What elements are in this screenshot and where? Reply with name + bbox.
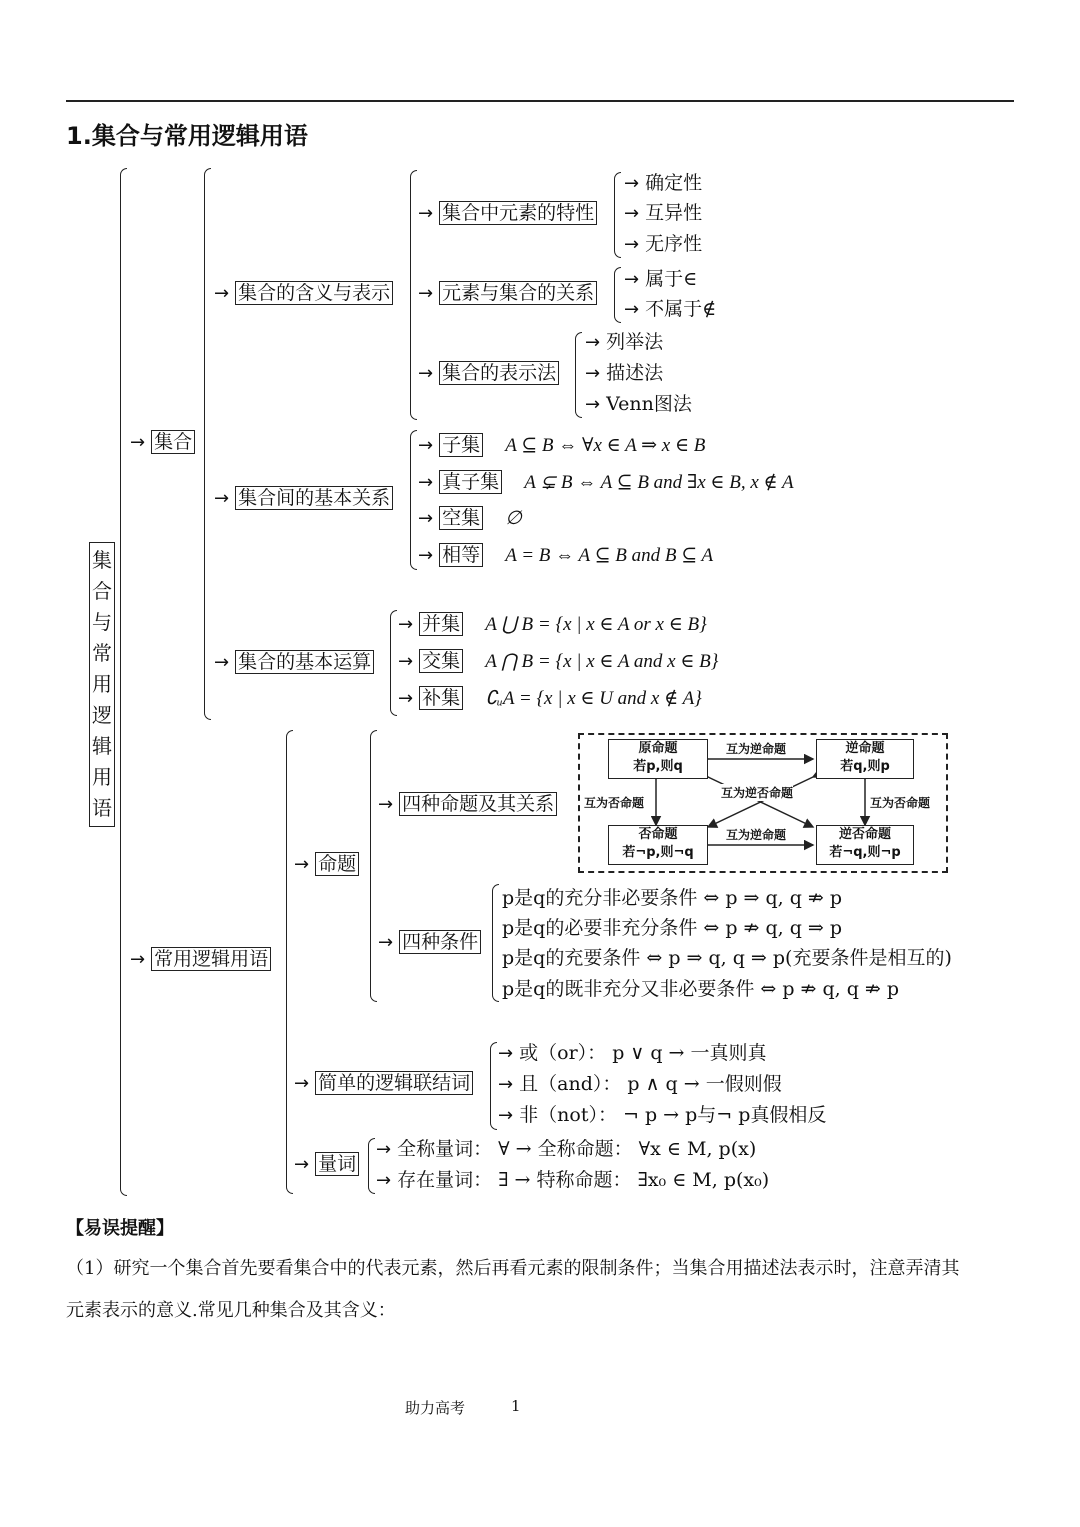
operations-node: → 集合的基本运算 bbox=[214, 650, 374, 675]
elem-relation-brace bbox=[614, 267, 621, 323]
repr-item: → 描述法 bbox=[585, 362, 664, 384]
repr-label: 集合的表示法 bbox=[439, 361, 559, 385]
elem-relation-node: → 元素与集合的关系 bbox=[418, 281, 597, 306]
prop-item: → 确定性 bbox=[624, 172, 703, 194]
quantifiers-node: → 量词 bbox=[294, 1152, 359, 1177]
cond-item: p是q的充分非必要条件 ⇔ p ⇒ q, q ⇏ p bbox=[502, 887, 843, 909]
four-props-label: 四种命题及其关系 bbox=[399, 792, 557, 816]
meaning-brace bbox=[410, 170, 417, 420]
tips-paragraph-line: （1）研究一个集合首先要看集合中的代表元素，然后再看元素的限制条件；当集合用描述法表示时，注意弄清其 bbox=[66, 1258, 960, 1279]
relation-row: → 空集 ∅ bbox=[418, 507, 522, 529]
proposition-brace bbox=[370, 730, 377, 1002]
converse-prop-box: 逆命题 若q,则p bbox=[816, 739, 914, 779]
rel-inverse-label: 互为否命题 bbox=[584, 796, 645, 810]
connective-item: → 或（or）： p ∨ q → 一真则真 bbox=[498, 1042, 767, 1064]
rel-contra-label: 互为逆否命题 bbox=[721, 786, 794, 800]
four-conds-node: → 四种条件 bbox=[378, 930, 481, 955]
set-label: 集合 bbox=[151, 430, 195, 454]
repr-item: → Venn图法 bbox=[585, 393, 692, 415]
quantifiers-label: 量词 bbox=[315, 1152, 359, 1176]
cond-item: p是q的既非充分又非必要条件 ⇔ p ⇏ q, q ⇏ p bbox=[502, 978, 900, 1000]
four-conds-label: 四种条件 bbox=[399, 930, 481, 954]
connectives-node: → 简单的逻辑联结词 bbox=[294, 1071, 473, 1096]
operations-label: 集合的基本运算 bbox=[235, 650, 374, 674]
elem-relation-label: 元素与集合的关系 bbox=[439, 281, 597, 305]
operation-row: → 并集 A ⋃ B = {x | x ∈ A or x ∈ B} bbox=[398, 613, 707, 635]
logic-node: → 常用逻辑用语 bbox=[130, 947, 271, 972]
header-rule bbox=[66, 100, 1014, 102]
connective-item: → 非（not）： ¬ p → p与¬ p真假相反 bbox=[498, 1104, 827, 1126]
operation-row: → 补集 ∁ᵤA = {x | x ∈ U and x ∉ A} bbox=[398, 687, 702, 709]
element-props-node: → 集合中元素的特性 bbox=[418, 201, 597, 226]
connective-item: → 且（and）： p ∧ q → 一假则假 bbox=[498, 1073, 782, 1095]
relations-node: → 集合间的基本关系 bbox=[214, 486, 393, 511]
four-props-node: → 四种命题及其关系 bbox=[378, 792, 557, 817]
repr-brace bbox=[575, 332, 582, 418]
connectives-label: 简单的逻辑联结词 bbox=[315, 1071, 473, 1095]
operations-brace bbox=[390, 610, 397, 716]
cond-item: p是q的充要条件 ⇔ p ⇒ q, q ⇒ p(充要条件是相互的) bbox=[502, 947, 952, 969]
element-props-label: 集合中元素的特性 bbox=[439, 201, 597, 225]
proposition-label: 命题 bbox=[315, 852, 359, 876]
quantifier-item: → 存在量词： ∃ → 特称命题： ∃x₀ ∈ M, p(x₀) bbox=[376, 1169, 770, 1191]
contrapositive-prop-box: 逆否命题 若¬q,则¬p bbox=[816, 825, 914, 865]
logic-brace bbox=[286, 730, 293, 1194]
relation-item: → 属于∈ bbox=[624, 268, 698, 290]
page-number: 1 bbox=[511, 1397, 521, 1415]
operation-row: → 交集 A ⋂ B = {x | x ∈ A and x ∈ B} bbox=[398, 650, 719, 672]
rel-converse-label: 互为逆命题 bbox=[726, 742, 787, 756]
root-label: 集合与常用逻辑用语 bbox=[92, 548, 112, 820]
prop-item: → 互异性 bbox=[624, 202, 703, 224]
set-brace bbox=[204, 168, 211, 720]
proposition-node: → 命题 bbox=[294, 852, 359, 877]
repr-node: → 集合的表示法 bbox=[418, 361, 559, 386]
tips-paragraph-line: 元素表示的意义.常见几种集合及其含义： bbox=[66, 1300, 396, 1321]
set-node: → 集合 bbox=[130, 430, 195, 455]
logic-label: 常用逻辑用语 bbox=[151, 947, 271, 971]
connectives-brace bbox=[490, 1042, 497, 1130]
section-title: 1.集合与常用逻辑用语 bbox=[66, 122, 308, 150]
root-brace bbox=[120, 168, 127, 1196]
meaning-label: 集合的含义与表示 bbox=[235, 281, 393, 305]
tips-header: 【易误提醒】 bbox=[66, 1218, 174, 1239]
quantifier-item: → 全称量词： ∀ → 全称命题： ∀x ∈ M, p(x) bbox=[376, 1138, 757, 1160]
relations-brace bbox=[410, 430, 417, 570]
relation-row: → 相等 A = B ⇔ A ⊆ B and B ⊆ A bbox=[418, 544, 714, 566]
prop-item: → 无序性 bbox=[624, 233, 703, 255]
element-props-brace bbox=[614, 172, 621, 258]
quantifiers-brace bbox=[368, 1138, 375, 1194]
original-prop-box: 原命题 若p,则q bbox=[608, 739, 708, 779]
relation-item: → 不属于∉ bbox=[624, 298, 717, 320]
cond-item: p是q的必要非充分条件 ⇔ p ⇏ q, q ⇒ p bbox=[502, 917, 843, 939]
relation-row: → 子集 A ⊆ B ⇔ ∀x ∈ A ⇒ x ∈ B bbox=[418, 434, 706, 456]
rel-inverse-label: 互为否命题 bbox=[870, 796, 931, 810]
inverse-prop-box: 否命题 若¬p,则¬q bbox=[608, 825, 708, 865]
meaning-node: → 集合的含义与表示 bbox=[214, 281, 393, 306]
rel-converse-label: 互为逆命题 bbox=[726, 828, 787, 842]
footer-text: 助力高考 bbox=[405, 1399, 466, 1417]
relations-label: 集合间的基本关系 bbox=[235, 486, 393, 510]
root-box bbox=[89, 542, 115, 827]
relation-row: → 真子集 A ⊊ B ⇔ A ⊆ B and ∃x ∈ B, x ∉ A bbox=[418, 471, 794, 493]
repr-item: → 列举法 bbox=[585, 331, 664, 353]
four-conds-brace bbox=[492, 884, 499, 1002]
